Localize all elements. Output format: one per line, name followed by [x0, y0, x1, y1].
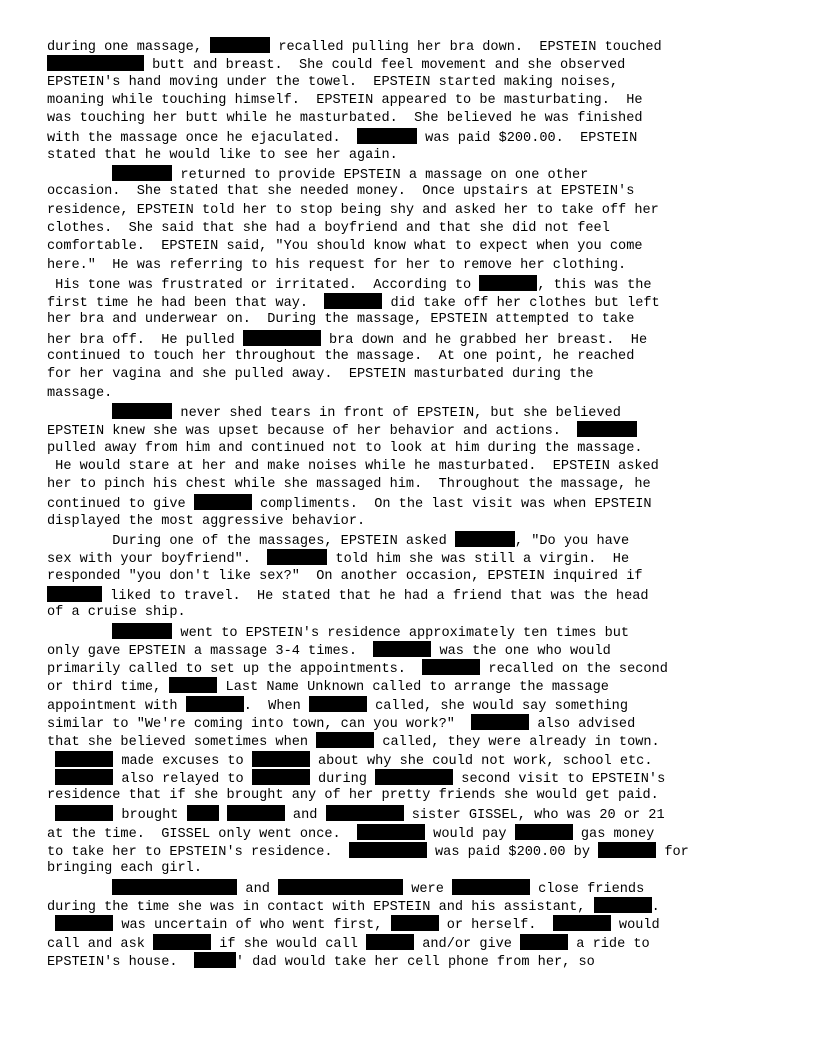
- text-segment: His tone was frustrated or irritated. According to: [47, 277, 480, 293]
- text-line: [47, 531, 779, 549]
- text-line: [47, 732, 779, 750]
- redaction-box: [267, 549, 327, 565]
- text-segment: comfortable. EPSTEIN said, "You should know what to expect when you come: [47, 239, 643, 255]
- text-segment: butt and breast. She could feel movement and she observed: [144, 58, 626, 74]
- text-segment: at the time. GISSEL only went once.: [47, 826, 357, 842]
- text-segment: here." He was referring to his request for her to remove her clothing.: [47, 257, 627, 273]
- redaction-box: [227, 805, 285, 821]
- text-segment: residence that if she brought any of her pretty friends she would get paid.: [47, 788, 659, 804]
- text-segment: [47, 772, 55, 787]
- redaction-box: [520, 934, 568, 950]
- text-line: [47, 183, 779, 201]
- text-line: [47, 366, 779, 384]
- text-line: [47, 165, 779, 183]
- redaction-box: [324, 293, 382, 309]
- text-segment: her bra and underwear on. During the massage, EPSTEIN attempted to take: [47, 312, 635, 328]
- redaction-box: [391, 915, 439, 931]
- text-segment: Last Name Unknown called to arrange the massage: [217, 680, 609, 696]
- text-segment: bra down and he grabbed her breast. He: [320, 332, 648, 348]
- text-segment: He would stare at her and make noises while he masturbated. EPSTEIN asked: [47, 458, 659, 474]
- text-line: [47, 440, 779, 458]
- redaction-box: [598, 842, 656, 858]
- text-segment: a ride to: [568, 936, 650, 952]
- text-line: [47, 860, 779, 878]
- text-line: [47, 275, 779, 293]
- text-segment: occasion. She stated that she needed money. Once upstairs at EPSTEIN's: [47, 184, 635, 200]
- text-line: [47, 458, 779, 476]
- text-segment: stated that he would like to see her again.: [47, 147, 398, 163]
- text-segment: made excuses to: [113, 753, 252, 769]
- text-segment: never shed tears in front of EPSTEIN, but she believed: [172, 405, 621, 421]
- text-segment: [47, 754, 55, 769]
- text-segment: [47, 406, 112, 421]
- text-segment: were: [403, 881, 453, 897]
- text-segment: was uncertain of who went first,: [113, 918, 391, 934]
- redaction-box: [194, 494, 252, 510]
- redaction-box: [479, 275, 537, 291]
- text-line: [47, 238, 779, 256]
- text-segment: with the massage once he ejaculated.: [47, 131, 357, 147]
- redaction-box: [112, 165, 172, 181]
- text-segment: moaning while touching himself. EPSTEIN appeared to be masturbating. He: [47, 92, 643, 108]
- text-segment: continued to give: [47, 497, 194, 513]
- redaction-box: [187, 805, 219, 821]
- text-segment: primarily called to set up the appointments.: [47, 662, 423, 678]
- text-line: [47, 147, 779, 165]
- redaction-box: [577, 421, 637, 437]
- redaction-box: [422, 659, 480, 675]
- text-line: [47, 842, 779, 860]
- redaction-box: [252, 751, 310, 767]
- text-line: [47, 934, 779, 952]
- text-segment: EPSTEIN's hand moving under the towel. EPSTEIN started making noises,: [47, 74, 619, 90]
- redaction-box: [357, 824, 425, 840]
- redaction-box: [55, 915, 113, 931]
- text-line: [47, 714, 779, 732]
- text-segment: compliments. On the last visit was when EPSTEIN: [251, 497, 652, 513]
- redaction-box: [309, 696, 367, 712]
- text-segment: brought: [113, 808, 187, 824]
- redaction-box: [194, 952, 236, 968]
- text-segment: residence, EPSTEIN told her to stop being shy and asked her to take off her: [47, 202, 659, 218]
- text-segment: her to pinch his chest while she massaged him. Throughout the massage, he: [47, 477, 651, 493]
- text-segment: was touching her butt while he masturbated. She believed he was finished: [47, 111, 643, 127]
- text-line: [47, 348, 779, 366]
- text-segment: continued to touch her throughout the massage. At one point, he reached: [47, 349, 635, 365]
- redaction-box: [153, 934, 211, 950]
- text-segment: displayed the most aggressive behavior.: [47, 513, 366, 529]
- text-segment: first time he had been that way.: [47, 296, 325, 312]
- redaction-box: [316, 732, 374, 748]
- text-segment: and: [284, 808, 326, 824]
- text-line: [47, 202, 779, 220]
- text-segment: [47, 808, 55, 823]
- text-segment: [47, 626, 112, 641]
- redaction-box: [169, 677, 217, 693]
- text-segment: pulled away from him and continued not to look at him during the massage.: [47, 440, 643, 456]
- text-line: [47, 220, 779, 238]
- redaction-box: [366, 934, 414, 950]
- text-segment: [47, 918, 55, 933]
- redaction-box: [349, 842, 427, 858]
- text-line: [47, 403, 779, 421]
- redaction-box: [326, 805, 404, 821]
- text-segment: to take her to EPSTEIN's residence.: [47, 845, 349, 861]
- redaction-box: [471, 714, 529, 730]
- text-segment: during: [309, 771, 376, 787]
- text-segment: .: [651, 899, 660, 915]
- redaction-box: [515, 824, 573, 840]
- redaction-box: [373, 641, 431, 657]
- text-line: [47, 55, 779, 73]
- text-segment: would: [610, 918, 660, 934]
- text-line: [47, 293, 779, 311]
- text-line: [47, 696, 779, 714]
- redaction-box: [47, 586, 102, 602]
- text-line: [47, 128, 779, 146]
- text-segment: gas money: [572, 826, 655, 842]
- text-segment: [47, 882, 112, 897]
- text-segment: sister GISSEL, who was 20 or 21: [403, 808, 665, 824]
- text-segment: during one massage,: [47, 40, 211, 55]
- text-segment: her bra off. He pulled: [47, 332, 243, 348]
- text-segment: and/or give: [414, 936, 521, 952]
- text-segment: clothes. She said that she had a boyfriend and that she did not feel: [47, 220, 610, 236]
- text-segment: . When: [243, 698, 309, 714]
- redaction-box: [112, 403, 172, 419]
- text-line: [47, 879, 779, 897]
- text-line: [47, 751, 779, 769]
- text-segment: was the one who would: [431, 643, 611, 659]
- redaction-box: [252, 769, 310, 785]
- redaction-box: [112, 623, 172, 639]
- text-line: [47, 677, 779, 695]
- text-line: [47, 549, 779, 567]
- text-segment: was paid $200.00 by: [426, 845, 599, 861]
- document-page: [47, 37, 779, 970]
- text-segment: and: [237, 881, 279, 897]
- redaction-box: [55, 805, 113, 821]
- text-line: [47, 494, 779, 512]
- text-segment: , "Do you have: [514, 534, 630, 550]
- text-segment: sex with your boyfriend".: [47, 552, 268, 568]
- redaction-box: [55, 751, 113, 767]
- text-line: [47, 769, 779, 787]
- text-segment: went to EPSTEIN's residence approximately ten times but: [172, 625, 630, 641]
- redaction-box: [452, 879, 530, 895]
- text-line: [47, 623, 779, 641]
- text-segment: close friends: [530, 881, 645, 897]
- redaction-box: [47, 55, 144, 71]
- text-segment: [219, 808, 227, 823]
- text-segment: , this was the: [537, 277, 652, 293]
- text-segment: for: [656, 845, 689, 861]
- text-line: [47, 604, 779, 622]
- text-segment: similar to "We're coming into town, can you work?": [47, 716, 472, 732]
- text-line: [47, 641, 779, 659]
- text-line: [47, 311, 779, 329]
- redaction-box: [455, 531, 515, 547]
- text-segment: about why she could not work, school etc.: [309, 753, 653, 769]
- text-line: [47, 476, 779, 494]
- text-segment: recalled on the second: [480, 662, 668, 678]
- text-segment: liked to travel. He stated that he had a friend that was the head: [102, 588, 649, 604]
- text-segment: of a cruise ship.: [47, 605, 186, 621]
- text-segment: for her vagina and she pulled away. EPSTEIN masturbated during the: [47, 367, 594, 383]
- redaction-box: [278, 879, 403, 895]
- text-line: [47, 74, 779, 92]
- text-line: [47, 824, 779, 842]
- text-segment: if she would call: [211, 936, 367, 952]
- redaction-box: [186, 696, 244, 712]
- text-segment: or third time,: [47, 680, 170, 696]
- text-line: [47, 897, 779, 915]
- redaction-box: [375, 769, 453, 785]
- redaction-box: [594, 897, 652, 913]
- text-segment: that she believed sometimes when: [47, 735, 317, 751]
- text-line: [47, 805, 779, 823]
- text-segment: was paid $200.00. EPSTEIN: [417, 131, 638, 147]
- text-segment: call and ask: [47, 936, 154, 952]
- text-segment: only gave EPSTEIN a massage 3-4 times.: [47, 643, 374, 659]
- text-segment: EPSTEIN's house.: [47, 954, 194, 970]
- text-segment: would pay: [425, 826, 515, 842]
- text-segment: second visit to EPSTEIN's: [453, 771, 666, 787]
- text-line: [47, 952, 779, 970]
- text-line: [47, 568, 779, 586]
- text-segment: called, she would say something: [366, 698, 628, 714]
- text-line: [47, 37, 779, 55]
- text-segment: appointment with: [47, 698, 186, 714]
- text-line: [47, 421, 779, 439]
- text-segment: or herself.: [438, 918, 553, 934]
- text-segment: returned to provide EPSTEIN a massage on one other: [172, 168, 589, 184]
- text-line: [47, 257, 779, 275]
- text-line: [47, 330, 779, 348]
- redaction-box: [553, 915, 611, 931]
- text-segment: called, they were already in town.: [374, 735, 660, 751]
- text-line: [47, 659, 779, 677]
- text-segment: massage.: [47, 385, 113, 401]
- redaction-box: [55, 769, 113, 785]
- text-line: [47, 385, 779, 403]
- text-segment: did take off her clothes but left: [382, 296, 660, 312]
- text-segment: recalled pulling her bra down. EPSTEIN touched: [270, 40, 662, 55]
- text-segment: bringing each girl.: [47, 861, 202, 877]
- text-segment: EPSTEIN knew she was upset because of her behavior and actions.: [47, 424, 578, 440]
- text-segment: During one of the massages, EPSTEIN asked: [47, 534, 455, 550]
- text-line: [47, 110, 779, 128]
- text-segment: [47, 168, 112, 183]
- text-line: [47, 586, 779, 604]
- text-line: [47, 92, 779, 110]
- text-segment: also advised: [529, 716, 636, 732]
- redaction-box: [243, 330, 321, 346]
- redaction-box: [357, 128, 417, 144]
- text-segment: during the time she was in contact with EPSTEIN and his assistant,: [47, 899, 594, 915]
- text-line: [47, 787, 779, 805]
- text-segment: responded "you don't like sex?" On another occasion, EPSTEIN inquired if: [47, 568, 643, 584]
- text-line: [47, 915, 779, 933]
- redaction-box: [112, 879, 237, 895]
- text-line: [47, 513, 779, 531]
- text-segment: also relayed to: [113, 771, 252, 787]
- text-segment: told him she was still a virgin. He: [327, 552, 630, 568]
- text-segment: ' dad would take her cell phone from her, so: [235, 954, 595, 970]
- redaction-box: [210, 37, 270, 53]
